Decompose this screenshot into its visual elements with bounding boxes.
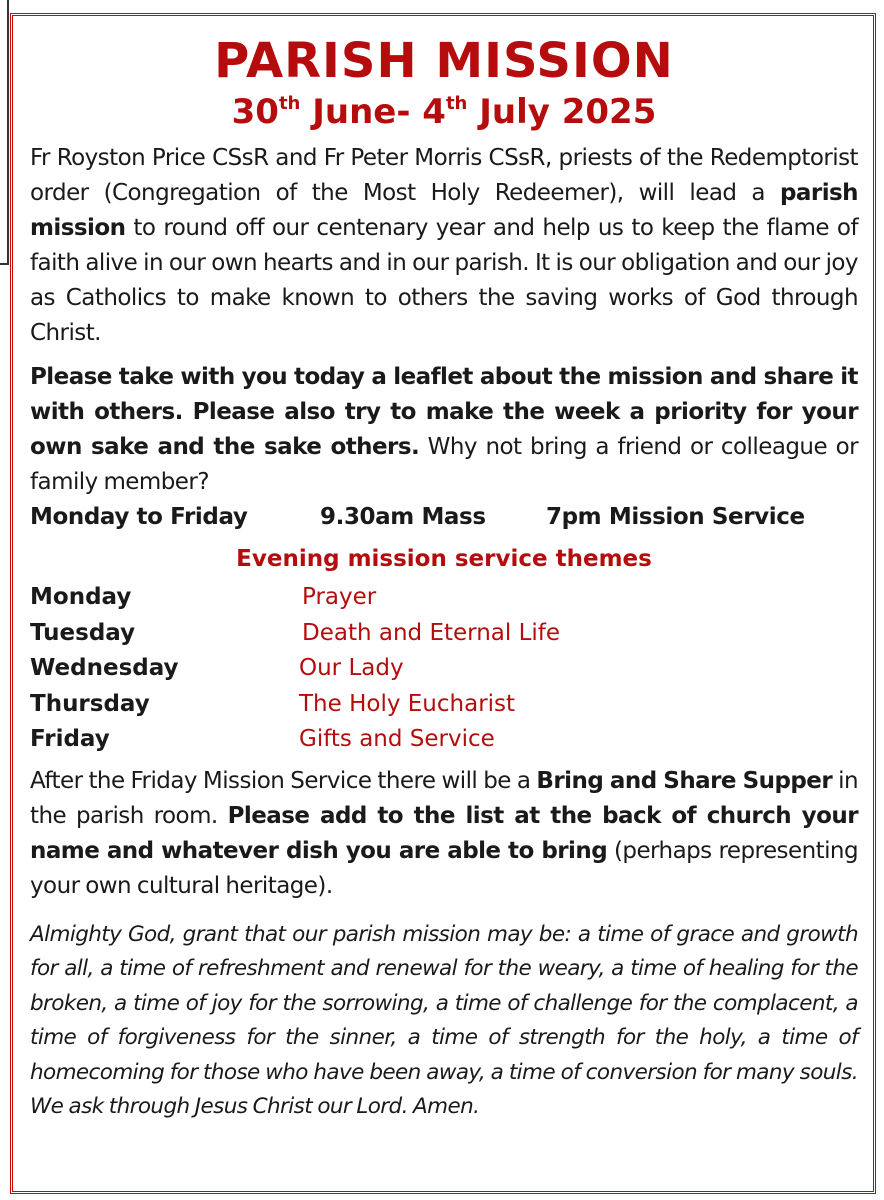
supper-text-2: in the parish room. — [30, 767, 859, 829]
theme-title: The Holy Eucharist — [299, 690, 516, 717]
theme-row — [30, 616, 858, 652]
theme-title: Gifts and Service — [299, 726, 495, 752]
theme-title: Death and Eternal Life — [302, 619, 561, 646]
schedule-days: Monday to Friday — [30, 504, 248, 530]
start-day-suffix: th — [278, 93, 301, 114]
themes-heading: Evening mission service themes — [236, 546, 652, 572]
theme-title: Our Lady — [299, 655, 404, 681]
theme-day: Wednesday — [30, 655, 179, 681]
schedule-row — [30, 500, 858, 534]
theme-day: Thursday — [30, 690, 150, 717]
intro-text-2: to round off our centenary year and help us to keep the flame of faith alive in our own hearts and in our parish. It is our obligation and our joy as Catholics to make known to others the saving works of God through Christ. — [30, 215, 858, 346]
theme-row — [30, 580, 858, 616]
theme-title: Prayer — [302, 584, 377, 610]
theme-day: Friday — [30, 726, 110, 752]
adjacent-column-fragment — [0, 0, 9, 265]
supper-paragraph — [30, 764, 858, 904]
supper-text-1: After the Friday Mission Service there will be a — [30, 767, 537, 794]
schedule-mass: 9.30am Mass — [320, 504, 486, 530]
theme-day: Tuesday — [30, 619, 136, 646]
intro-text-1: Fr Royston Price CSsR and Fr Peter Morris CSsR, priests of the Redemptorist order (Congregation of the Most Holy Redeemer), will lead a — [30, 145, 858, 206]
start-day: 30 — [231, 92, 279, 132]
end-day: 4 — [422, 92, 446, 132]
intro-bold: parish mission — [30, 180, 858, 241]
end-month-year: July 2025 — [467, 92, 657, 132]
request-paragraph — [30, 360, 858, 500]
notice-content — [30, 23, 858, 1193]
theme-row — [30, 687, 858, 723]
page-title: PARISH MISSION — [214, 33, 674, 89]
theme-row — [30, 722, 858, 758]
request-text: Why not bring a friend or colleague or family member? — [30, 434, 858, 495]
start-month: June- — [300, 92, 423, 132]
mission-dates — [30, 91, 858, 133]
mission-prayer: Almighty God, grant that our parish mission may be: a time of grace and growth for all, a time of refreshment and renewal for the weary, a time of healing for the broken, a time of joy for the sorrowing, a time of challenge for the complacent, a time of forgiveness for the sinner, a time of strength for the holy, a time of homecoming for those who have been away, a time of conversion for many souls. We ask through Jesus Christ our Lord. Amen. — [30, 921, 858, 1119]
supper-bold-1: Bring and Share Supper — [536, 767, 833, 794]
theme-day: Monday — [30, 584, 132, 610]
supper-text-3: (perhaps representing your own cultural heritage). — [30, 837, 858, 899]
themes-list — [30, 580, 858, 758]
request-bold: Please take with you today a leaflet about the mission and share it with others. Please also try to make the week a priority for your own sake and the sake others. — [30, 364, 858, 460]
theme-row — [30, 651, 858, 687]
schedule-service: 7pm Mission Service — [546, 504, 805, 530]
intro-paragraph — [30, 141, 858, 351]
supper-bold-2: Please add to the list at the back of church your name and whatever dish you are able to bring — [30, 802, 858, 864]
end-day-suffix: th — [445, 93, 468, 114]
